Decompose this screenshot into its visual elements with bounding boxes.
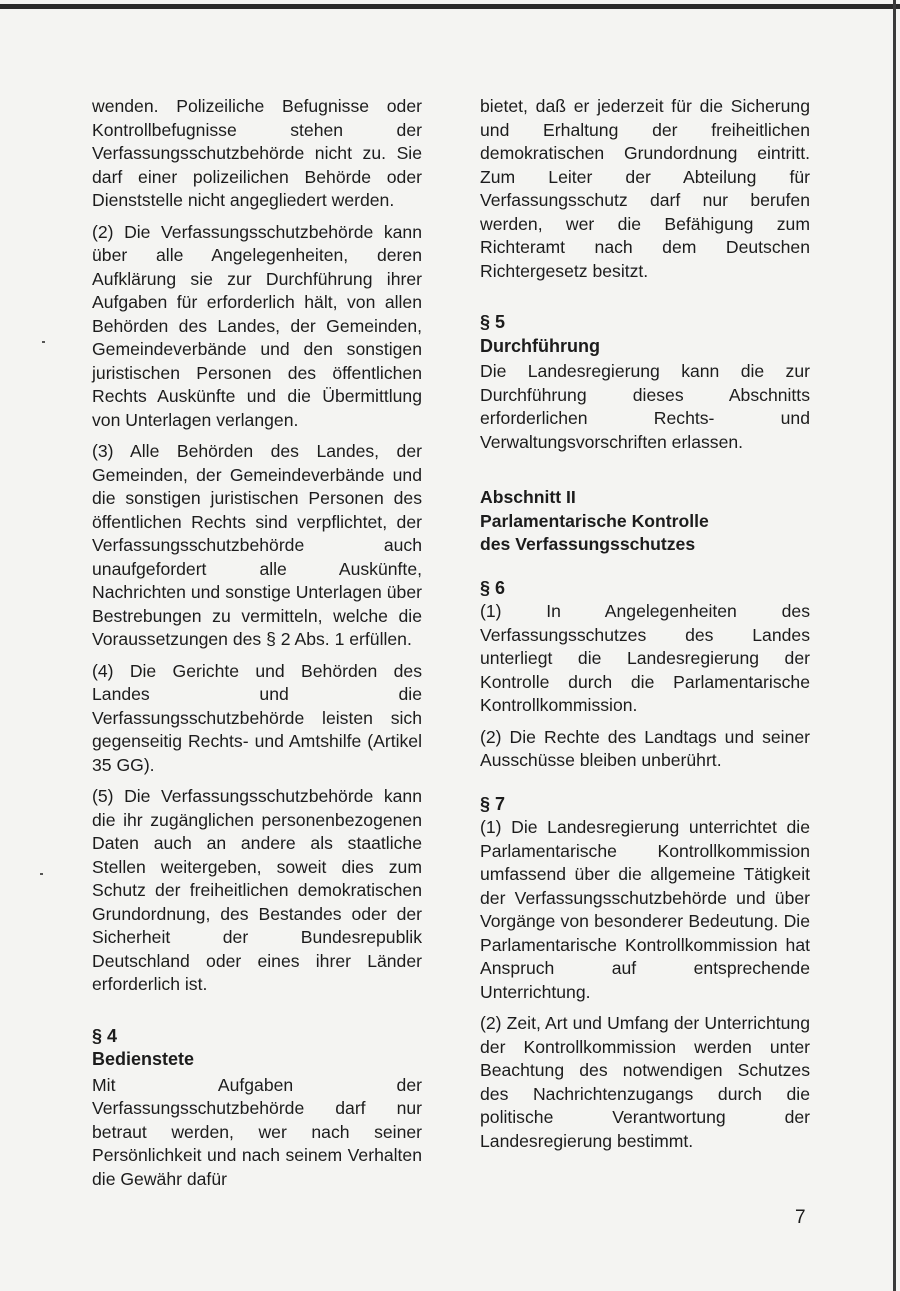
- paragraph-5: (5) Die Verfassungsschutzbehörde kann die ihr zugänglichen personenbezogenen Daten auch an andere als staatliche Stellen weitergeben, soweit dies zum Schutz der freiheitlichen demokratischen Grundordnung, des Bestandes oder der Sicherheit der Bundesrepublik Deutschland oder eines ihrer Länder erforderlich ist.: [92, 786, 422, 994]
- section-7-heading: [480, 793, 810, 817]
- scan-speck: [42, 341, 45, 343]
- scan-right-edge: [893, 0, 896, 1291]
- section-number: § 4: [92, 1025, 118, 1046]
- section-title: Bedienstete: [92, 1049, 195, 1069]
- right-column: [480, 95, 810, 1161]
- section-4-heading: [92, 1025, 422, 1072]
- section-6-heading: [480, 577, 810, 601]
- section-6-paragraph-1: (1) In Angelegenheiten des Verfassungsschutzes des Landes unterliegt die Landesregierung der Kontrolle durch die Parlamentarische Kontrollkommission.: [480, 601, 810, 715]
- left-column: [92, 95, 422, 1199]
- section-7-paragraph-2: (2) Zeit, Art und Umfang der Unterrichtung der Kontrollkommission werden unter Beachtung des notwendigen Schutzes des Nachrichtenzugangs durch die politische Verantwortung der Landesregierung bestimmt.: [480, 1013, 810, 1151]
- section-title: Durchführung: [480, 335, 600, 356]
- paragraph-4: (4) Die Gerichte und Behörden des Landes und die Verfassungsschutzbehörde leisten sich gegenseitig Rechts- und Amtshilfe (Artikel 35 GG).: [92, 660, 422, 775]
- paragraph-continuation: wenden. Polizeiliche Befugnisse oder Kontrollbefugnisse stehen der Verfassungsschutzbehörde nicht zu. Sie darf einer polizeilichen Behörde oder Dienststelle nicht angegliedert werden.: [92, 96, 422, 210]
- section-7-paragraph-1: (1) Die Landesregierung unterrichtet die Parlamentarische Kontrollkommission umfassend über die allgemeine Tätigkeit der Verfassungsschutzbehörde und über Vorgänge von besonderer Bedeutung. Die Parlamentarische Kontrollkommission hat Anspruch auf entsprechende Unterrichtung.: [480, 817, 810, 1002]
- section-number: § 7: [480, 793, 506, 814]
- section-number: § 5: [480, 312, 506, 332]
- section-number: § 6: [480, 577, 506, 598]
- chapter-title-line-2: des Verfassungsschutzes: [480, 534, 696, 554]
- chapter-label: Abschnitt II: [480, 487, 576, 507]
- scan-speck: [40, 873, 43, 875]
- section-5-text: Die Landesregierung kann die zur Durchführung dieses Abschnitts erforderlichen Rechts- und Verwaltungsvorschriften erlassen.: [480, 361, 810, 452]
- section-6-paragraph-2: (2) Die Rechte des Landtags und seiner Ausschüsse bleiben unberührt.: [480, 726, 810, 770]
- page-number: 7: [795, 1207, 806, 1228]
- section-5-heading: [480, 311, 810, 358]
- paragraph-3: (3) Alle Behörden des Landes, der Gemeinden, der Gemeindeverbände und die sonstigen juristischen Personen des öffentlichen Rechts sind verpflichtet, der Verfassungsschutzbehörde auch unaufgefordert alle Auskünfte, Nachrichten und sonstige Unterlagen über Bestrebungen zu vermitteln, welche die Voraussetzungen des § 2 Abs. 1 erfüllen.: [92, 441, 422, 649]
- paragraph-2: (2) Die Verfassungsschutzbehörde kann über alle Angelegenheiten, deren Aufklärung sie zur Durchführung ihrer Aufgaben für erforderlich hält, von allen Behörden des Landes, der Gemeinden, Gemeindeverbände und den sonstigen juristischen Personen des öffentlichen Rechts Auskünfte und die Übermittlung von Unterlagen verlangen.: [92, 221, 422, 430]
- paragraph-continuation: bietet, daß er jederzeit für die Sicherung und Erhaltung der freiheitlichen demokratischen Grundordnung eintritt. Zum Leiter der Abteilung für Verfassungsschutz darf nur berufen werden, wer die Befähigung zum Richteramt nach dem Deutschen Richtergesetz besitzt.: [480, 96, 810, 281]
- section-4-text: Mit Aufgaben der Verfassungsschutzbehörde darf nur betraut werden, wer nach seiner Persönlichkeit und nach seinem Verhalten die Gewähr dafür: [92, 1074, 422, 1189]
- scan-top-edge: [0, 4, 900, 9]
- chapter-title-line-1: Parlamentarische Kontrolle: [480, 510, 709, 531]
